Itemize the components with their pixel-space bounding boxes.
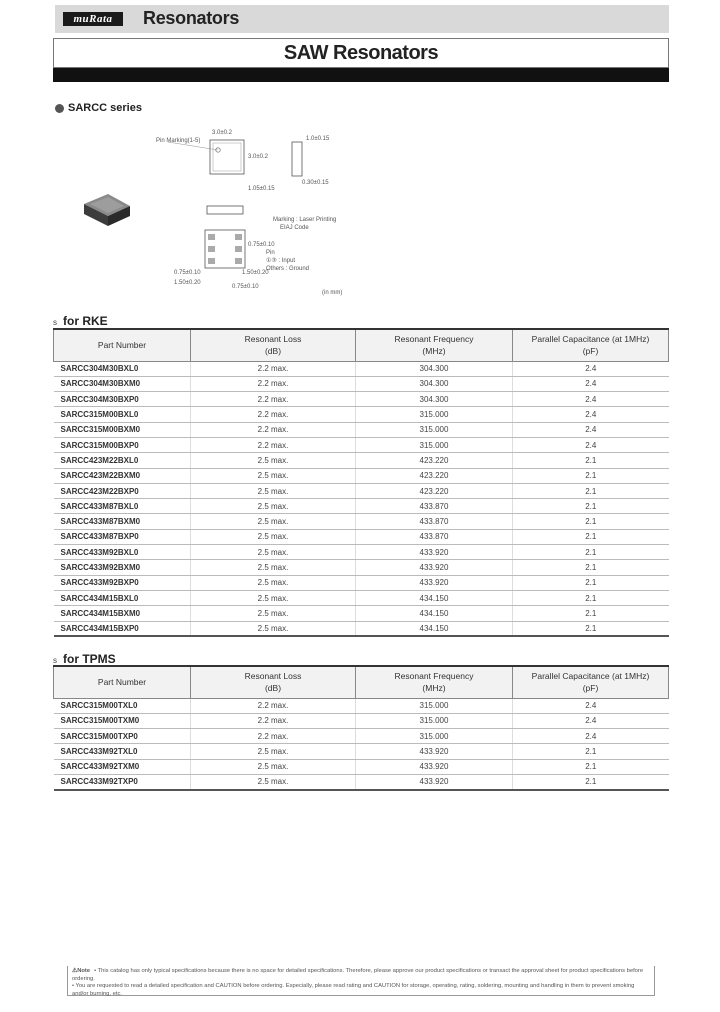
pin-marking-label: Pin Marking(1-5) [156,138,201,144]
cell-resonant-frequency: 433.920 [356,774,513,789]
cell-part-number: SARCC433M92TXM0 [54,759,191,774]
cell-resonant-loss: 2.2 max. [191,407,356,422]
side-view [292,136,330,186]
cell-part-number: SARCC315M00BXP0 [54,437,191,452]
cell-resonant-loss: 2.5 max. [191,590,356,605]
cell-part-number: SARCC433M92TXP0 [54,774,191,789]
cell-resonant-frequency: 433.870 [356,499,513,514]
cell-resonant-frequency: 433.920 [356,560,513,575]
col-resonant-loss: Resonant Loss (dB) [191,666,356,698]
col-part-number: Part Number [54,329,191,361]
cell-part-number: SARCC433M87BXL0 [54,499,191,514]
col-part-number: Part Number [54,666,191,698]
col-resonant-frequency: Resonant Frequency (MHz) [356,666,513,698]
cell-resonant-loss: 2.2 max. [191,376,356,391]
pin-legend-ground: Others : Ground [266,266,310,272]
table-row [54,560,669,575]
col-resonant-frequency: Resonant Frequency (MHz) [356,329,513,361]
table-row [54,468,669,483]
note-label: ⚠Note [72,968,91,974]
cell-part-number: SARCC433M92BXL0 [54,545,191,560]
table-row [54,514,669,529]
cell-parallel-capacitance: 2.4 [513,729,669,744]
rke-marker: s [53,318,57,327]
rke-table [53,328,669,637]
table-header-row [54,666,669,698]
cell-parallel-capacitance: 2.1 [513,590,669,605]
pin-legend-input: ①③ : Input [266,258,296,264]
cell-part-number: SARCC315M00TXM0 [54,713,191,728]
table-row [54,774,669,789]
table-row [54,744,669,759]
dim-bottom-5: 0.75±0.10 [248,242,275,248]
note-line-2: • You are requested to read a detailed specification and CAUTION before ordering. Especially, please read rating and CAUTION for storage, operating, rating, soldering, mounting and handling in them to prevent smoking and/or burning, etc. [72,983,635,997]
cell-resonant-loss: 2.5 max. [191,529,356,544]
cell-part-number: SARCC304M30BXL0 [54,361,191,376]
cell-parallel-capacitance: 2.1 [513,483,669,498]
cell-parallel-capacitance: 2.1 [513,453,669,468]
cell-part-number: SARCC433M92BXP0 [54,575,191,590]
cell-resonant-frequency: 304.300 [356,392,513,407]
tpms-section-title [53,652,116,666]
table-header-row [54,329,669,361]
cell-part-number: SARCC304M30BXM0 [54,376,191,391]
table-row [54,483,669,498]
tpms-marker: s [53,656,57,665]
rke-title: for RKE [63,314,108,328]
cell-resonant-loss: 2.5 max. [191,499,356,514]
col-parallel-capacitance: Parallel Capacitance (at 1MHz) (pF) [513,666,669,698]
cell-part-number: SARCC423M22BXL0 [54,453,191,468]
cell-part-number: SARCC315M00BXM0 [54,422,191,437]
table-row [54,606,669,621]
table-row [54,545,669,560]
rke-table-body [54,361,669,636]
cell-part-number: SARCC423M22BXM0 [54,468,191,483]
dim-side-thickness: 1.0±0.15 [306,136,330,142]
table-row [54,575,669,590]
cell-part-number: SARCC434M15BXP0 [54,621,191,636]
cell-resonant-loss: 2.2 max. [191,437,356,452]
cell-part-number: SARCC433M92TXL0 [54,744,191,759]
table-row [54,361,669,376]
cell-resonant-frequency: 433.920 [356,744,513,759]
col-parallel-capacitance: Parallel Capacitance (at 1MHz) (pF) [513,329,669,361]
dim-side-gap: 0.30±0.15 [302,180,329,186]
cell-parallel-capacitance: 2.1 [513,759,669,774]
note-line-1: ⚠Note • This catalog has only typical specifications because there is no space for detailed specifications. Therefore, please approve our product specifications or transact the approval sheet for product specifications before ordering. [72,968,644,982]
cell-part-number: SARCC433M87BXP0 [54,529,191,544]
package-photo [84,194,130,226]
table-row [54,437,669,452]
tpms-title: for TPMS [63,652,116,666]
page-title: SAW Resonators [283,42,439,64]
dim-bottom-3: 1.50±0.20 [242,270,269,276]
cell-resonant-frequency: 433.870 [356,529,513,544]
cell-resonant-frequency: 423.220 [356,453,513,468]
cell-resonant-loss: 2.5 max. [191,545,356,560]
cell-part-number: SARCC434M15BXL0 [54,590,191,605]
cell-resonant-frequency: 315.000 [356,407,513,422]
cell-resonant-frequency: 315.000 [356,713,513,728]
cell-parallel-capacitance: 2.4 [513,437,669,452]
cell-part-number: SARCC315M00TXL0 [54,698,191,713]
table-row [54,698,669,713]
eiaj-label: EIAJ Code [280,225,309,231]
cell-resonant-frequency: 434.150 [356,606,513,621]
cell-part-number: SARCC423M22BXP0 [54,483,191,498]
cell-resonant-loss: 2.5 max. [191,759,356,774]
cell-parallel-capacitance: 2.1 [513,468,669,483]
cell-resonant-frequency: 433.920 [356,759,513,774]
cell-parallel-capacitance: 2.1 [513,774,669,789]
cell-parallel-capacitance: 2.4 [513,422,669,437]
cell-resonant-loss: 2.2 max. [191,713,356,728]
cell-resonant-frequency: 304.300 [356,376,513,391]
page-title-box [53,38,669,68]
cell-resonant-loss: 2.5 max. [191,514,356,529]
cell-parallel-capacitance: 2.4 [513,361,669,376]
cell-part-number: SARCC433M92BXM0 [54,560,191,575]
cell-resonant-frequency: 423.220 [356,483,513,498]
cell-resonant-loss: 2.5 max. [191,453,356,468]
cell-resonant-loss: 2.5 max. [191,774,356,789]
dim-bottom-1: 0.75±0.10 [174,270,201,276]
top-view [156,130,269,174]
cell-parallel-capacitance: 2.1 [513,499,669,514]
cell-resonant-frequency: 315.000 [356,422,513,437]
cell-parallel-capacitance: 2.4 [513,376,669,391]
cell-part-number: SARCC433M87BXM0 [54,514,191,529]
dim-top-width: 3.0±0.2 [212,130,232,136]
cell-resonant-frequency: 315.000 [356,698,513,713]
category-title: Resonators [143,8,240,28]
cell-resonant-loss: 2.2 max. [191,729,356,744]
unit-label: (in mm) [322,290,343,296]
title-underline-bar [53,68,669,82]
pin-legend-title: Pin [266,250,275,256]
cell-resonant-frequency: 433.920 [356,545,513,560]
cell-parallel-capacitance: 2.1 [513,621,669,636]
front-view [207,186,336,231]
header-bar [55,5,669,33]
cell-resonant-frequency: 433.870 [356,514,513,529]
cell-resonant-loss: 2.5 max. [191,575,356,590]
cell-resonant-loss: 2.5 max. [191,468,356,483]
cell-resonant-frequency: 433.920 [356,575,513,590]
cell-parallel-capacitance: 2.1 [513,560,669,575]
cell-resonant-loss: 2.2 max. [191,392,356,407]
murata-logo: muRata [63,12,123,26]
cell-resonant-loss: 2.5 max. [191,606,356,621]
series-heading [55,102,142,114]
cell-part-number: SARCC304M30BXP0 [54,392,191,407]
cell-resonant-loss: 2.2 max. [191,698,356,713]
table-row [54,392,669,407]
series-label: SARCC series [68,102,142,114]
cell-resonant-loss: 2.5 max. [191,621,356,636]
table-row [54,499,669,514]
note-box [67,966,655,996]
bottom-view [174,230,309,290]
cell-parallel-capacitance: 2.1 [513,606,669,621]
cell-part-number: SARCC315M00BXL0 [54,407,191,422]
tpms-table [53,665,669,791]
table-row [54,422,669,437]
cell-resonant-loss: 2.5 max. [191,483,356,498]
cell-resonant-loss: 2.5 max. [191,560,356,575]
dim-front-height: 1.05±0.15 [248,186,275,192]
table-row [54,407,669,422]
cell-part-number: SARCC315M00TXP0 [54,729,191,744]
cell-resonant-frequency: 423.220 [356,468,513,483]
table-row [54,759,669,774]
cell-parallel-capacitance: 2.4 [513,713,669,728]
table-row [54,529,669,544]
cell-resonant-frequency: 434.150 [356,590,513,605]
dim-top-height: 3.0±0.2 [248,154,268,160]
bullet-icon [55,104,64,113]
dim-bottom-2: 1.50±0.20 [174,280,201,286]
cell-resonant-loss: 2.5 max. [191,744,356,759]
cell-part-number: SARCC434M15BXM0 [54,606,191,621]
cell-resonant-frequency: 434.150 [356,621,513,636]
dimension-drawing [70,118,360,303]
table-row [54,453,669,468]
cell-parallel-capacitance: 2.1 [513,744,669,759]
cell-resonant-frequency: 315.000 [356,729,513,744]
table-row [54,729,669,744]
cell-resonant-loss: 2.2 max. [191,422,356,437]
cell-resonant-frequency: 315.000 [356,437,513,452]
table-row [54,621,669,636]
cell-parallel-capacitance: 2.4 [513,392,669,407]
col-resonant-loss: Resonant Loss (dB) [191,329,356,361]
table-row [54,713,669,728]
cell-parallel-capacitance: 2.1 [513,545,669,560]
cell-parallel-capacitance: 2.1 [513,514,669,529]
cell-parallel-capacitance: 2.1 [513,529,669,544]
dim-bottom-4: 0.75±0.10 [232,284,259,290]
cell-parallel-capacitance: 2.1 [513,575,669,590]
cell-resonant-loss: 2.2 max. [191,361,356,376]
table-row [54,590,669,605]
tpms-table-body [54,698,669,790]
table-row [54,376,669,391]
cell-parallel-capacitance: 2.4 [513,698,669,713]
cell-resonant-frequency: 304.300 [356,361,513,376]
marking-label: Marking : Laser Printing [273,217,337,223]
cell-parallel-capacitance: 2.4 [513,407,669,422]
rke-section-title [53,314,108,328]
